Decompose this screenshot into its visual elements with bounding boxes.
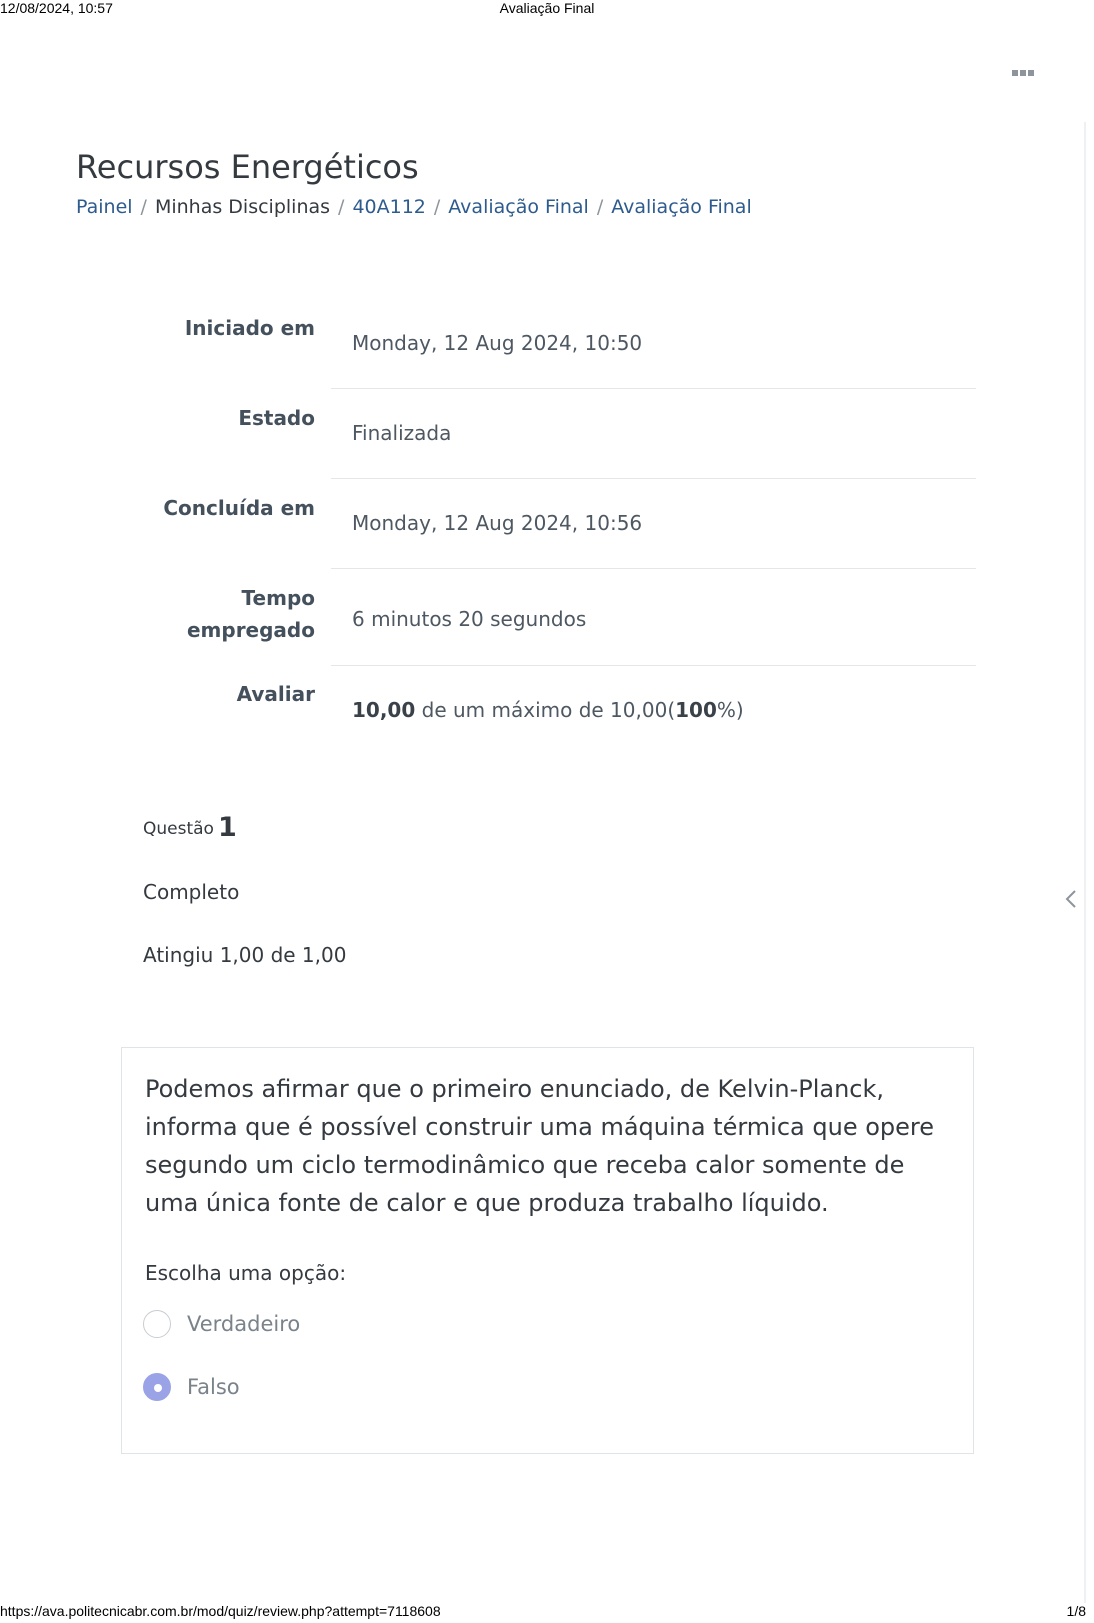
summary-label-line: Tempo [241, 586, 315, 610]
breadcrumb-separator: / [433, 196, 441, 218]
more-horizontal-icon[interactable] [1012, 70, 1034, 78]
radio-checked-icon[interactable] [143, 1373, 171, 1401]
question-text: Podemos afirmar que o primeiro enunciado, de Kelvin-Planck, informa que é possível construir uma máquina térmica que opere segundo um ciclo termodinâmico que receba calor somente de uma única fonte de calor e que produza trabalho líquido. [145, 1075, 935, 1217]
option-label: Falso [187, 1375, 240, 1399]
grade-text-end: %) [716, 698, 744, 722]
option-falso[interactable] [143, 1373, 240, 1401]
summary-value: Monday, 12 Aug 2024, 10:50 [352, 331, 643, 355]
page-title: Recursos Energéticos [76, 148, 419, 186]
question-state: Completo [143, 880, 240, 904]
breadcrumb-item-section[interactable]: Avaliação Final [448, 196, 589, 218]
print-url: https://ava.politecnicabr.com.br/mod/quiz/review.php?attempt=7118608 [0, 1603, 441, 1619]
question-label: Questão [143, 819, 214, 839]
breadcrumb-item-quiz[interactable]: Avaliação Final [611, 196, 752, 218]
grade-percent: 100 [675, 698, 717, 722]
print-header [0, 0, 1094, 18]
summary-divider [331, 568, 976, 569]
summary-divider [331, 388, 976, 389]
radio-unchecked-icon[interactable] [143, 1310, 171, 1338]
breadcrumb-item-minhas-disciplinas: Minhas Disciplinas [154, 196, 331, 218]
summary-value [352, 698, 744, 722]
summary-label: Concluída em [163, 496, 315, 520]
question-number: 1 [217, 812, 237, 843]
option-label: Verdadeiro [187, 1312, 301, 1336]
summary-label: Iniciado em [184, 316, 315, 340]
print-title: Avaliação Final [499, 0, 595, 16]
print-footer [0, 1603, 1094, 1621]
breadcrumb-item-painel[interactable]: Painel [76, 196, 133, 218]
summary-label: Estado [238, 406, 315, 430]
summary-label-line: empregado [186, 618, 315, 642]
breadcrumb-separator: / [140, 196, 147, 218]
summary-divider [331, 665, 976, 666]
summary-value: 6 minutos 20 segundos [352, 607, 587, 631]
question-grade: Atingiu 1,00 de 1,00 [143, 943, 347, 967]
option-verdadeiro[interactable] [143, 1310, 300, 1338]
question-title [143, 812, 237, 843]
breadcrumb-separator: / [596, 196, 604, 218]
breadcrumb [76, 196, 752, 218]
summary-value: Finalizada [352, 421, 452, 445]
summary-divider [331, 478, 976, 479]
question-card [121, 1047, 974, 1454]
chevron-left-icon[interactable] [1061, 888, 1083, 910]
summary-label: Avaliar [236, 682, 315, 706]
breadcrumb-separator: / [338, 196, 345, 218]
grade-text: de um máximo de 10,00( [415, 698, 676, 722]
drawer-edge [1084, 122, 1086, 1603]
question-prompt: Escolha uma opção: [145, 1261, 347, 1285]
summary-label [187, 582, 315, 646]
print-datetime: 12/08/2024, 10:57 [0, 0, 113, 16]
breadcrumb-item-course-code[interactable]: 40A112 [352, 196, 426, 218]
grade-score: 10,00 [352, 698, 416, 722]
summary-value: Monday, 12 Aug 2024, 10:56 [352, 511, 643, 535]
print-page-number: 1/8 [1066, 1603, 1086, 1619]
